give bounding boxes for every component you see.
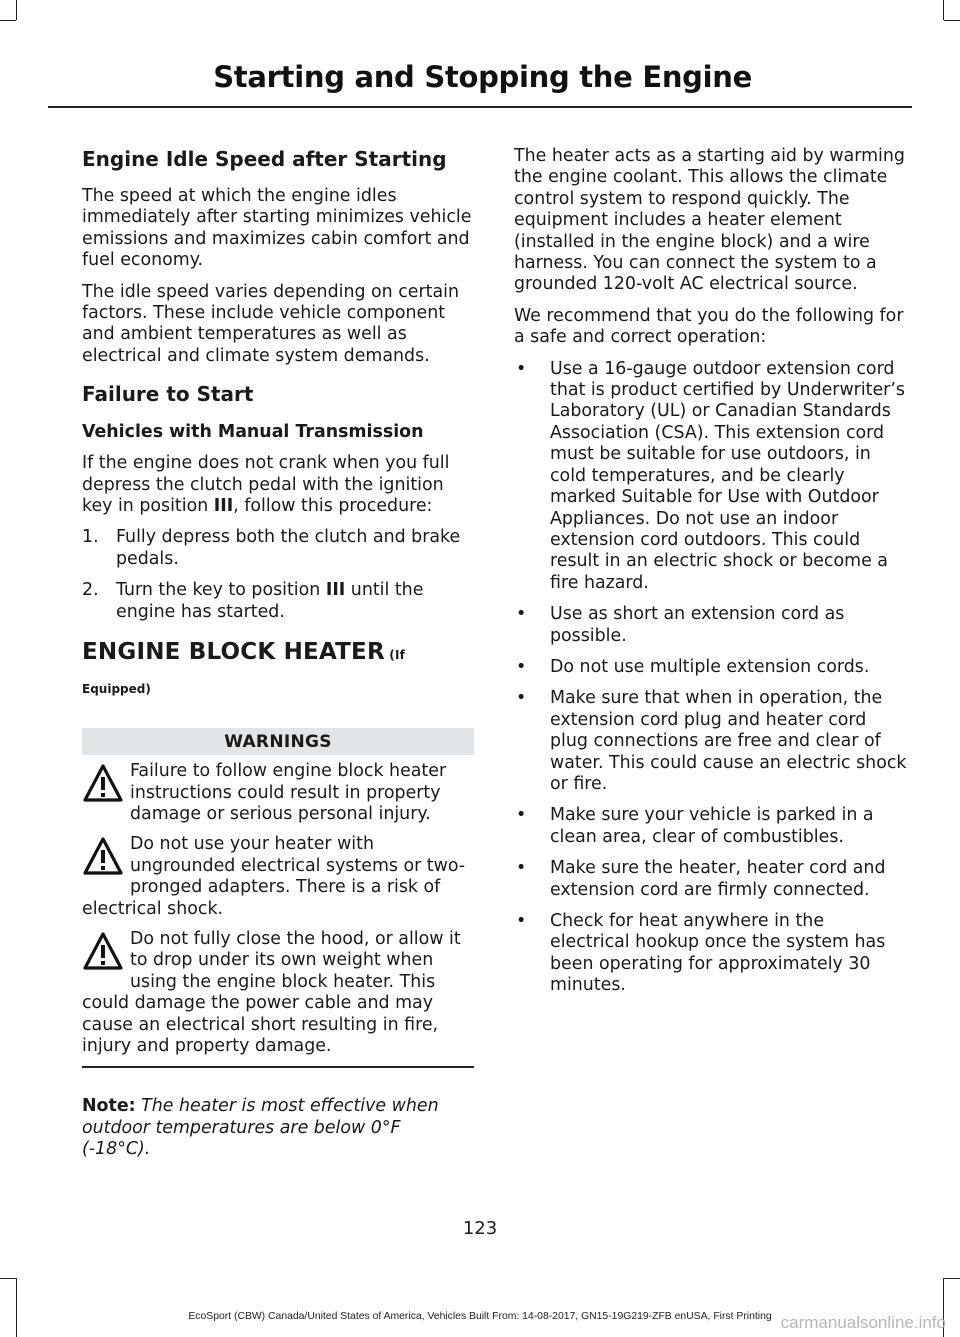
bullet-icon: •: [516, 688, 527, 709]
step-number: 2.: [82, 580, 99, 601]
watermark: carmanualsonline.info: [780, 1313, 946, 1332]
warning-item: [82, 761, 474, 825]
right-column: [514, 146, 908, 1007]
list-item: [514, 858, 908, 901]
step-text: Turn the key to position III until the engine has started.: [116, 580, 424, 622]
manual-intro-text-post: , follow this procedure:: [233, 496, 433, 517]
page-number: 123: [462, 1218, 498, 1239]
ignition-key-position: III: [213, 496, 234, 517]
list-item: [514, 604, 908, 647]
if-equipped-label-cont: Equipped): [82, 682, 151, 697]
warning-text: Do not fully close the hood, or allow it to drop under its own weight when using the engine block heater. This could damage the power cable and may cause an electrical short resulting in fire, injury and property damage.: [82, 928, 461, 1056]
list-item-text: Make sure the heater, heater cord and extension cord are firmly connected.: [550, 858, 886, 900]
heater-note: [82, 1096, 474, 1160]
list-item-text: Use a 16-gauge outdoor extension cord that is product certified by Underwriter’s Laboratory (UL) or Canadian Standards Association (CSA). This extension cord must be suitable for use outdoors, in cold temperatures, and be clearly marked Suitable for Use with Outdoor Appliances. Do not use an indoor extension cord outdoors. This could result in an electric shock or become a fire hazard.: [550, 358, 905, 593]
bullet-icon: •: [516, 604, 527, 625]
warning-text: Do not use your heater with ungrounded electrical systems or two-pronged adapters. There is a risk of electrical shock.: [82, 834, 466, 919]
warnings-end-rule: [82, 1066, 474, 1068]
warnings-title: WARNINGS: [82, 728, 474, 755]
bullet-icon: •: [516, 858, 527, 879]
engine-block-heater-heading: ENGINE BLOCK HEATER (If: [82, 639, 406, 666]
bullet-icon: •: [516, 805, 527, 826]
list-item: [514, 911, 908, 997]
warning-text: Failure to follow engine block heater instructions could result in property damage or serious personal injury.: [130, 761, 447, 824]
idle-speed-heading: Engine Idle Speed after Starting: [82, 147, 447, 171]
bullet-icon: •: [516, 358, 527, 379]
manual-transmission-heading: Vehicles with Manual Transmission: [82, 422, 424, 443]
manual-intro-text-pre: If the engine does not crank when you full depress the clutch pedal with the ignition key in position: [82, 453, 450, 517]
warning-triangle-icon: [82, 931, 130, 975]
left-column: [82, 146, 474, 1171]
failure-to-start-heading: Failure to Start: [82, 382, 254, 407]
bullet-icon: •: [516, 656, 527, 677]
footer-text: EcoSport (CBW) Canada/United States of America, Vehicles Built From: 14-08-2017, GN15-19G219-ZFB enUSA, First Printing: [188, 1311, 772, 1322]
warning-item: [82, 834, 474, 920]
list-item: [514, 688, 908, 795]
warning-triangle-icon: [82, 763, 130, 807]
crop-mark-top-left-h: [0, 20, 16, 21]
crop-mark-top-right-v: [943, 0, 944, 20]
note-label: Note:: [82, 1096, 136, 1117]
step-key-position: III: [325, 580, 346, 601]
header-rule: [48, 106, 912, 108]
procedure-step: [82, 527, 474, 570]
list-item-text: Make sure your vehicle is parked in a clean area, clear of combustibles.: [550, 805, 874, 847]
idle-speed-paragraph-1: The speed at which the engine idles immediately after starting minimizes vehicle emissions and maximizes cabin comfort and fuel economy.: [82, 186, 472, 271]
if-equipped-label: (If: [384, 648, 406, 663]
list-item-text: Use as short an extension cord as possible.: [550, 604, 845, 646]
crop-mark-top-left-v: [16, 0, 17, 20]
list-item-text: Make sure that when in operation, the extension cord plug and heater cord plug connections are free and clear of water. This could cause an electric shock or fire.: [550, 688, 907, 794]
step-number: 1.: [82, 527, 99, 548]
warnings-box: [82, 728, 474, 1068]
recommendation-list: [514, 359, 908, 997]
warning-triangle-icon: [82, 836, 130, 880]
idle-speed-paragraph-2: The idle speed varies depending on certain factors. These include vehicle component and ambient temperatures as well as electrical and climate system demands.: [82, 281, 459, 366]
list-item-text: Check for heat anywhere in the electrical hookup once the system has been operating for approximately 30 minutes.: [550, 911, 886, 996]
crop-mark-bottom-right-h: [944, 1278, 960, 1279]
chapter-title: Starting and Stopping the Engine: [213, 60, 752, 94]
bullet-icon: •: [516, 911, 527, 931]
procedure-step: [82, 580, 474, 623]
list-item-text: Do not use multiple extension cords.: [550, 656, 870, 677]
note-text: The heater is most effective when outdoor temperatures are below 0°F (-18°C).: [82, 1096, 439, 1160]
manual-transmission-intro: [82, 453, 474, 517]
crop-mark-bottom-left-v: [16, 1278, 17, 1337]
list-item: [514, 805, 908, 848]
procedure-steps: [82, 527, 474, 623]
recommendation-intro: We recommend that you do the following for a safe and correct operation:: [514, 305, 904, 348]
step-text: Fully depress both the clutch and brake pedals.: [116, 527, 461, 569]
heater-description: The heater acts as a starting aid by warming the engine coolant. This allows the climate control system to respond quickly. The equipment includes a heater element (installed in the engine block) and a wire harness. You can connect the system to a grounded 120-volt AC electrical source.: [514, 146, 905, 295]
list-item: [514, 359, 908, 594]
crop-mark-bottom-left-h: [0, 1278, 16, 1279]
crop-mark-top-right-h: [944, 20, 960, 21]
list-item: [514, 657, 908, 678]
warning-item: [82, 929, 474, 1057]
